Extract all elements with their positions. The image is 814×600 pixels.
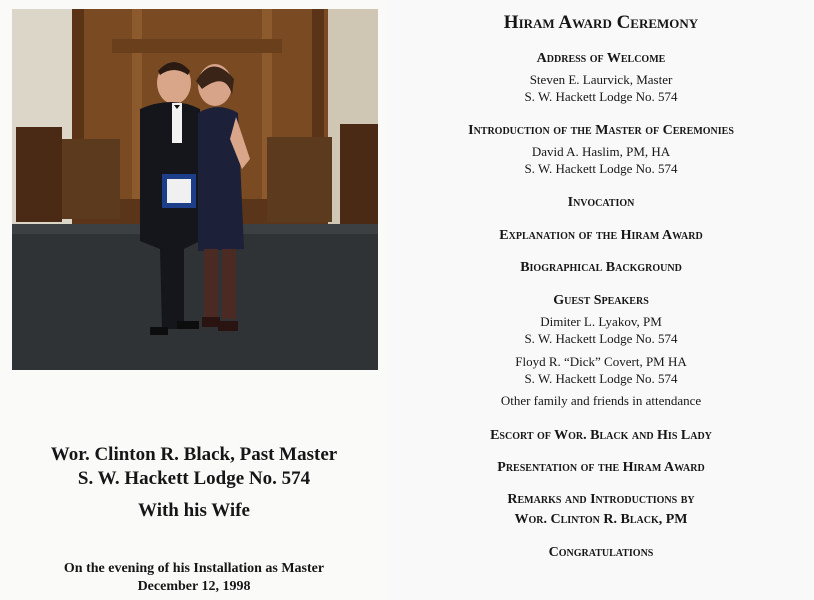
- honoree-lodge: S. W. Hackett Lodge No. 574: [77, 468, 311, 489]
- honoree-name: Wor. Clinton R. Black, Past Master: [50, 444, 338, 465]
- evening-line: On the evening of his Installation as Master: [63, 561, 325, 576]
- program-heading: Introduction of the Master of Ceremonies: [468, 123, 734, 138]
- program-heading: Biographical Background: [520, 260, 682, 275]
- program-heading: Escort of Wor. Black and His Lady: [490, 428, 712, 443]
- program-heading: Presentation of the Hiram Award: [497, 460, 705, 475]
- left-panel: [0, 0, 388, 600]
- program-line: S. W. Hackett Lodge No. 574: [524, 331, 678, 346]
- program-line: S. W. Hackett Lodge No. 574: [524, 161, 678, 176]
- program-heading: Guest Speakers: [553, 293, 649, 308]
- program-title: Hiram Award Ceremony: [503, 12, 699, 33]
- photo-illustration: [12, 9, 378, 370]
- program-heading: Congratulations: [548, 545, 654, 560]
- couple-photo: [12, 9, 378, 370]
- with-wife-line: With his Wife: [138, 500, 250, 521]
- program-line: S. W. Hackett Lodge No. 574: [524, 89, 678, 104]
- program-line: Steven E. Laurvick, Master: [529, 72, 673, 87]
- program-heading: Wor. Clinton R. Black, PM: [514, 512, 688, 527]
- program-heading: Explanation of the Hiram Award: [499, 228, 703, 243]
- program-line: S. W. Hackett Lodge No. 574: [524, 371, 678, 386]
- program-heading: Address of Welcome: [536, 51, 666, 66]
- program-line: Other family and friends in attendance: [500, 393, 702, 408]
- date-line: December 12, 1998: [137, 579, 251, 594]
- program-heading: Remarks and Introductions by: [507, 492, 695, 507]
- program-line: Floyd R. “Dick” Covert, PM HA: [515, 354, 687, 369]
- program-line: Dimiter L. Lyakov, PM: [540, 314, 662, 329]
- program-line: David A. Haslim, PM, HA: [531, 144, 671, 159]
- program-heading: Invocation: [567, 195, 635, 210]
